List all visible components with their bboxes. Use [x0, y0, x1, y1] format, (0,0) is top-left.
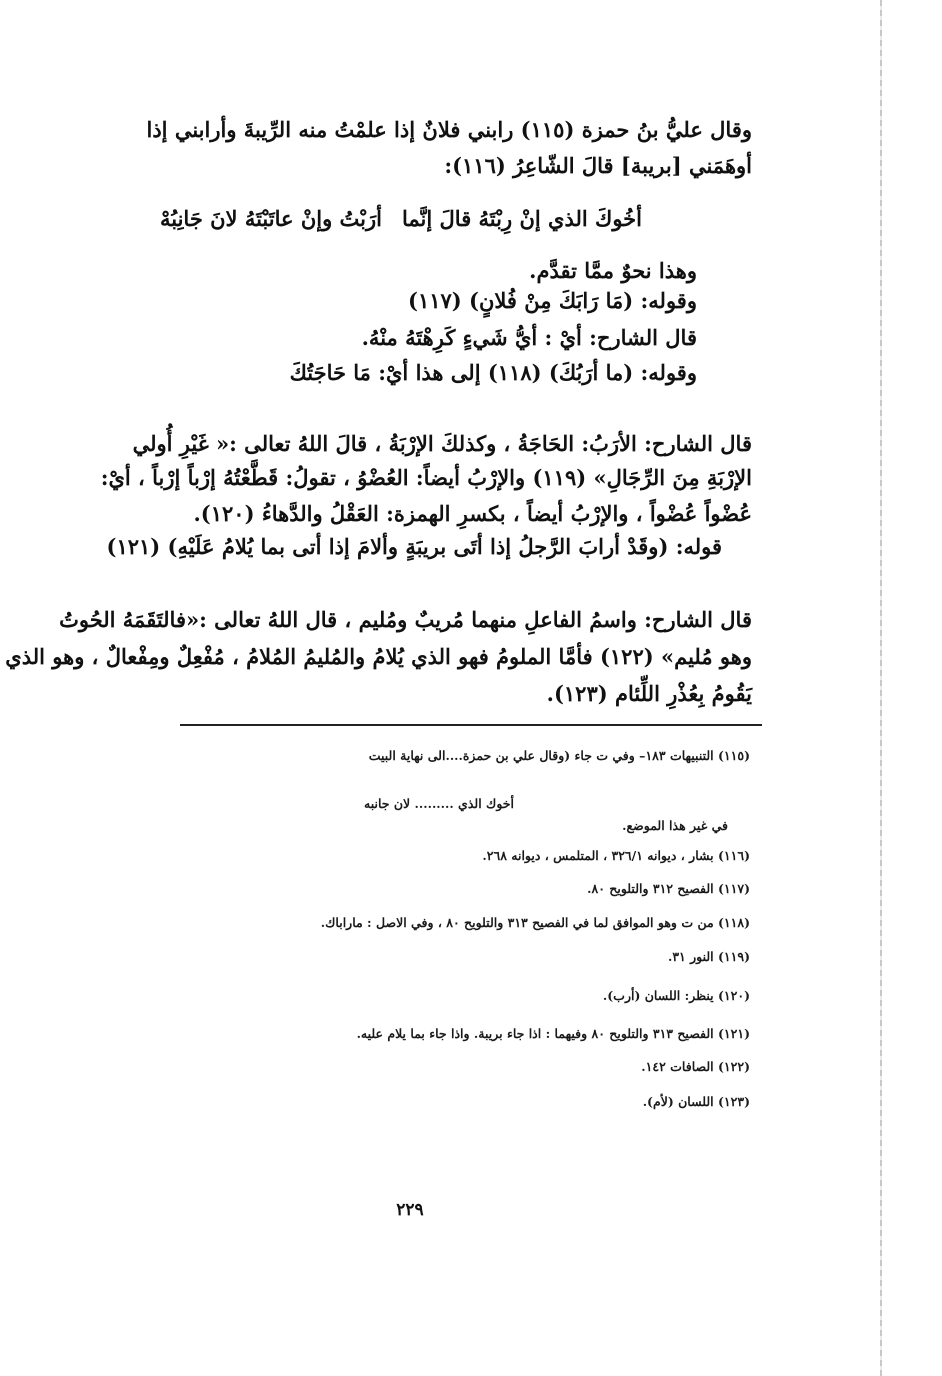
scan-fold-edge	[880, 0, 882, 1376]
paragraph-6-line-2: الإرْبَةِ مِنَ الرِّجَالِ» (١١٩) والإرْبُ أيضاً: العُضْوُ ، تقولُ: قَطَّعْتُهُ إرْباً إرْباً ، أيْ:	[100, 465, 752, 490]
footnote-116: (١١٦) بشار ، ديوانه ٣٢٦/١ ، المتلمس ، ديوانه ٢٦٨.	[482, 848, 750, 863]
paragraph-1-line-2: أوهَمَني [بريبة] قالَ الشّاعِرُ (١١٦):	[444, 153, 752, 178]
footnote-119: (١١٩) النور ٣١.	[667, 949, 750, 964]
footnote-123: (١٢٣) اللسان (لأم).	[642, 1094, 750, 1109]
paragraph-4: قال الشارح: أيْ : أيُّ شَيءٍ كَرِهْتَهُ منْهُ.	[361, 325, 697, 350]
paragraph-8-line-3: يَقُومُ بِعُذْرِ اللِّئام (١٢٣).	[546, 681, 752, 706]
verse-hemistich-2: أرَبْتُ وإنْ عاتَبْتَهُ لانَ جَانِبُهْ	[159, 206, 382, 231]
paragraph-3: وقوله: (مَا رَابَكَ مِنْ فُلانٍ) (١١٧)	[408, 288, 697, 313]
paragraph-8-line-2: وهو مُليم» (١٢٢) فأمَّا الملومُ فهو الذي يُلامُ والمُليمُ المُلامُ ، مُفْعِلٌ ومِفْعالٌ ، وهو الذي	[5, 644, 752, 669]
paragraph-5: وقوله: (ما أرَبُكَ) (١١٨) إلى هذا أيْ: مَا حَاجَتُكَ	[289, 360, 697, 385]
footnote-115: (١١٥) التنبيهات ١٨٣– وفي ت جاء (وقال علي بن حمزة....الى نهاية البيت	[368, 748, 750, 763]
paragraph-1-line-1: وقال عليُّ بنُ حمزة (١١٥) رابني فلانٌ إذا علمْتُ منه الرِّيبةَ وأرابني إذا	[146, 117, 752, 142]
verse-hemistich-1: أخُوكَ الذي إنْ رِبْتَهُ قالَ إنَّما	[402, 206, 642, 231]
footnote-117: (١١٧) الفصيح ٣١٢ والتلويح ٨٠.	[587, 881, 750, 896]
paragraph-2: وهذا نحوٌ ممَّا تقدَّم.	[529, 258, 697, 283]
footnote-118: (١١٨) من ت وهو الموافق لما في الفصيح ٣١٣ والتلويح ٨٠ ، وفي الاصل : ماراباك.	[320, 915, 750, 930]
paragraph-7: قوله: (وقَدْ أرابَ الرَّجلُ إذا أتَى بريبَةٍ وألامَ إذا أتى بما يُلامُ عَلَيْهِ) (١٢١)	[106, 534, 722, 559]
page-number: ٢٢٩	[396, 1200, 424, 1220]
paragraph-8-line-1: قال الشارح: واسمُ الفاعلِ منهما مُريبٌ ومُليم ، قال اللهُ تعالى :«فالتَقَمَهُ الحُوتُ	[59, 607, 752, 632]
paragraph-6-line-3: عُضْواً عُضْواً ، والإرْبُ أيضاً ، بكسرِ الهمزة: العَقْلُ والدَّهاءُ (١٢٠).	[193, 501, 752, 526]
footnote-115-end: في غير هذا الموضع.	[622, 818, 728, 833]
footnote-separator	[180, 724, 762, 726]
footnote-120: (١٢٠) ينظر: اللسان (أرب).	[602, 988, 750, 1003]
footnote-115-quote: أخوك الذي ......... لان جانبه	[364, 796, 514, 811]
paragraph-6-line-1: قال الشارح: الأرَبُ: الحَاجَةُ ، وكذلكَ الإرْبَةُ ، قالَ اللهُ تعالى :« غَيْرِ أُولي	[132, 431, 752, 456]
footnote-121: (١٢١) الفصيح ٣١٣ والتلويح ٨٠ وفيهما : اذا جاء بريبة. واذا جاء بما يلام عليه.	[356, 1026, 750, 1041]
footnote-122: (١٢٢) الصافات ١٤٢.	[641, 1059, 750, 1074]
